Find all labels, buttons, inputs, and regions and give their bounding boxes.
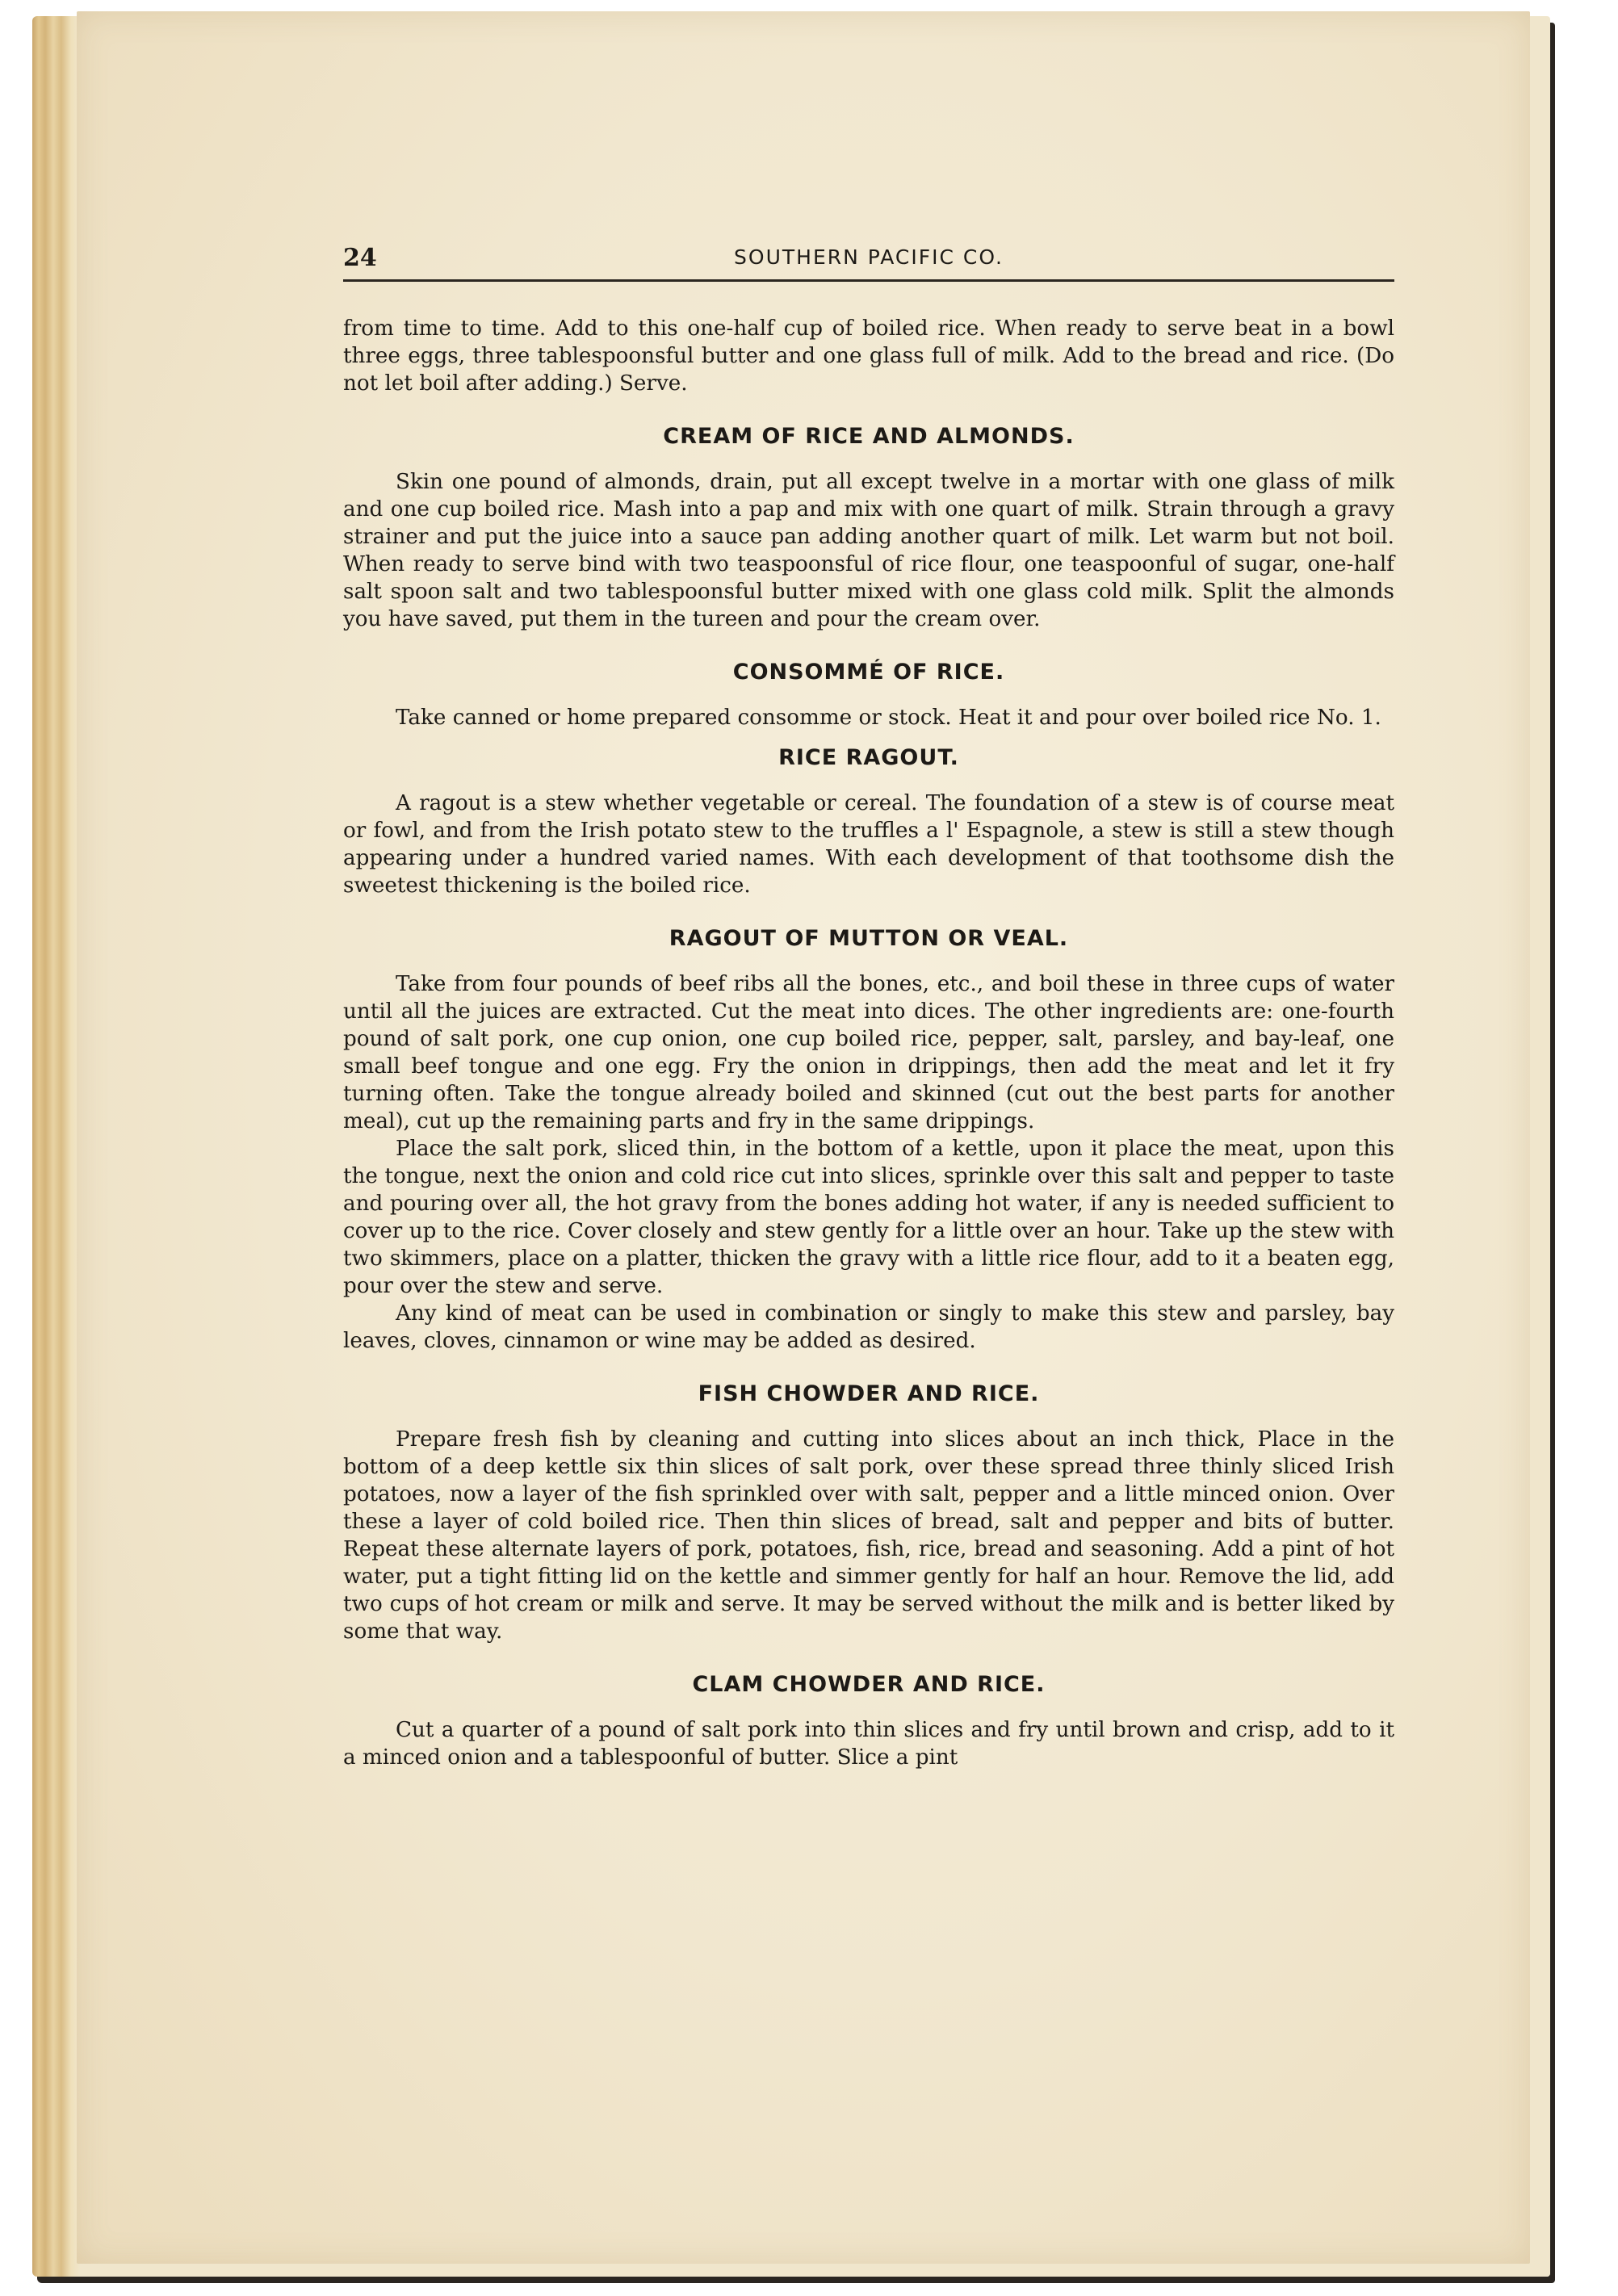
running-head: SOUTHERN PACIFIC CO.: [734, 245, 1004, 269]
page-number: 24: [343, 244, 377, 272]
heading-rice-ragout: RICE RAGOUT.: [778, 745, 959, 770]
paragraph-rice-ragout: A ragout is a stew whether vegetable or cereal. The foundation of a stew is of course meat or fowl, and from the Irish potato stew to the truffles a l' Espagnole, a stew is still a stew though appearing under a hundred varied names. With each development of that toothsome dish the sweetest thickening is the boiled rice.: [343, 791, 1394, 898]
heading-consomme: CONSOMMÉ OF RICE.: [732, 660, 1005, 685]
heading-ragout-mutton: RAGOUT OF MUTTON OR VEAL.: [669, 926, 1069, 951]
paragraph-cream-of-rice: Skin one pound of almonds, drain, put all except twelve in a mortar with one glass of milk and one cup boiled rice. Mash into a pap and mix with one quart of milk. Strain through a gravy strainer and put the juice into a sauce pan adding another quart of milk. Let warm but not boil. When ready to serve bind with two teaspoonsful of rice flour, one teaspoonful of sugar, one-half salt spoon salt and two tablespoonsful butter mixed with one glass cold milk. Split the almonds you have saved, put them in the tureen and pour the cream over.: [343, 470, 1394, 631]
page-body: [343, 315, 1394, 1771]
paragraph-ragout-mutton-2: Place the salt pork, sliced thin, in the bottom of a kettle, upon it place the meat, upon this the tongue, next the onion and cold rice cut into slices, sprinkle over this salt and pepper to taste and pouring over all, the hot gravy from the bones adding hot water, if any is needed sufficient to cover up to the rice. Cover closely and stew gently for a little over an hour. Take up the stew with two skimmers, place on a platter, thicken the gravy with a little rice flour, add to it a beaten egg, pour over the stew and serve.: [343, 1137, 1394, 1298]
heading-fish-chowder: FISH CHOWDER AND RICE.: [698, 1381, 1040, 1406]
intro-paragraph: from time to time. Add to this one-half cup of boiled rice. When ready to serve beat in a bowl three eggs, three tablespoonsful butter and one glass full of milk. Add to the bread and rice. (Do not let boil after adding.) Serve.: [343, 316, 1394, 396]
paragraph-clam-chowder: Cut a quarter of a pound of salt pork into thin slices and fry until brown and crisp, add to it a minced onion and a tablespoonful of butter. Slice a pint: [343, 1718, 1394, 1770]
paragraph-consomme: Take canned or home prepared consomme or stock. Heat it and pour over boiled rice No. 1.: [396, 706, 1381, 730]
paragraph-ragout-mutton-3: Any kind of meat can be used in combination or singly to make this stew and parsley, bay leaves, cloves, cinnamon or wine may be added as desired.: [343, 1301, 1394, 1353]
page-sheet: [77, 11, 1530, 2264]
paragraph-fish-chowder: Prepare fresh fish by cleaning and cutting into slices about an inch thick, Place in the bottom of a deep kettle six thin slices of salt pork, over these spread three thinly sliced Irish potatoes, now a layer of the fish sprinkled over with salt, pepper and a little minced onion. Over these a layer of cold boiled rice. Then thin slices of bread, salt and pepper and bits of butter. Repeat these alternate layers of pork, potatoes, fish, rice, bread and seasoning. Add a pint of hot water, put a tight fitting lid on the kettle and simmer gently for half an hour. Remove the lid, add two cups of hot cream or milk and serve. It may be served without the milk and is better liked by some that way.: [343, 1427, 1394, 1644]
heading-clam-chowder: CLAM CHOWDER AND RICE.: [692, 1672, 1046, 1697]
page-header: [343, 242, 1394, 282]
heading-cream-of-rice: CREAM OF RICE AND ALMONDS.: [663, 424, 1075, 449]
paragraph-ragout-mutton-1: Take from four pounds of beef ribs all the bones, etc., and boil these in three cups of water until all the juices are extracted. Cut the meat into dices. The other ingredients are: one-fourth pound of salt pork, one cup onion, one cup boiled rice, pepper, salt, parsley, and bay-leaf, one small beef tongue and one egg. Fry the onion in drippings, then add the meat and let it fry turning often. Take the tongue already boiled and skinned (cut out the best parts for another meal), cut up the remaining parts and fry in the same drippings.: [343, 972, 1394, 1133]
